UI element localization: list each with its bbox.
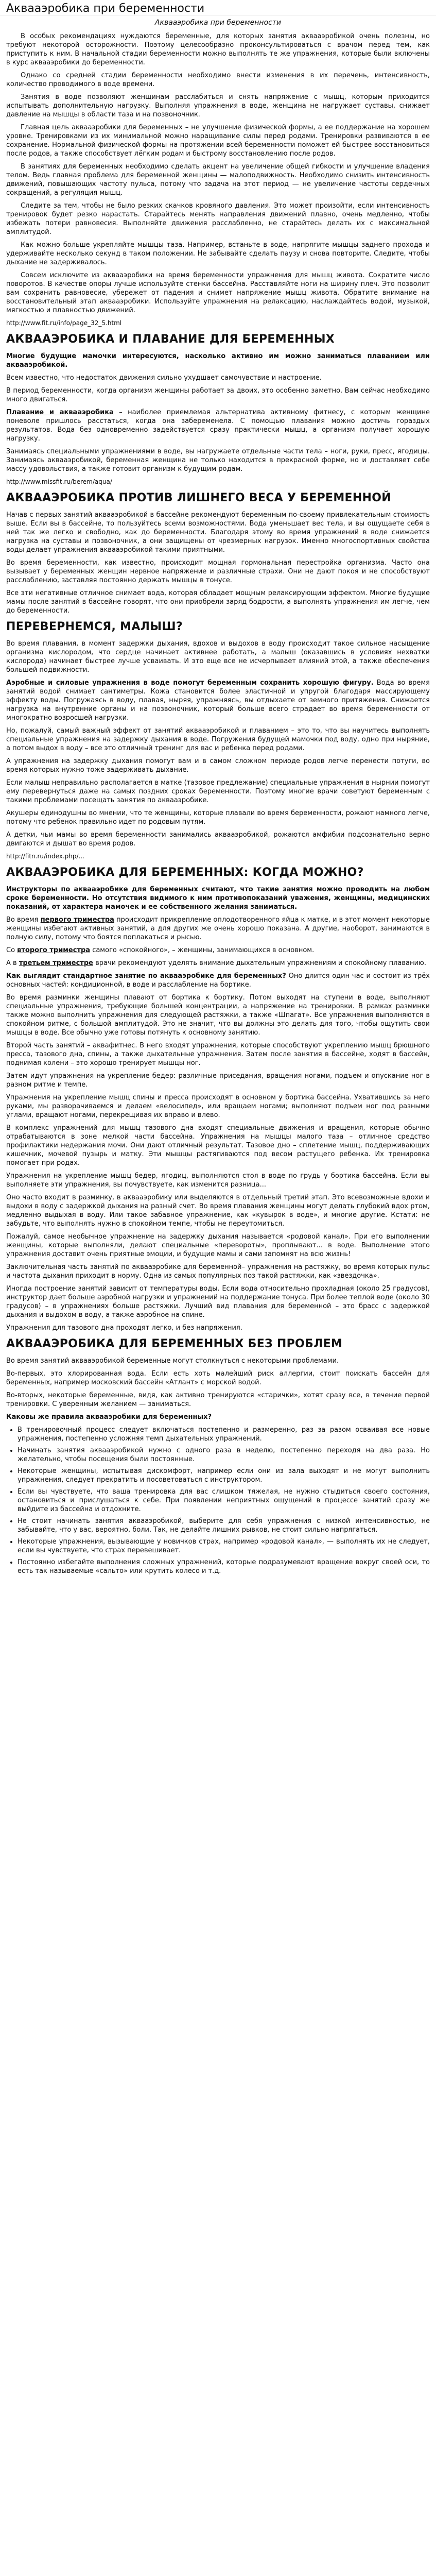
paragraph: Акушеры единодушны во мнении, что те женщины, которые плавали во время беременности, рожают намного легче, потому что ребенок правильно идет по родовым путям. (6, 809, 430, 826)
lead-paragraph: Многие будущие мамочки интересуются, насколько активно им можно заниматься плаванием или аквааэробикой. (6, 352, 430, 369)
paragraph (6, 916, 430, 942)
paragraph: Начав с первых занятий аквааэробикой в бассейне рекомендуют беременным по-своему привлекательным стоимость выше. Если вы в бассейне, то пользуйтесь всеми возможностями. Вода уменьшает вес тела, и вы ощущаете себя в ней так же легко и свободно, как до беременности. Благодаря этому во время упражнений в воде снижается нагрузка на суставы и позвоночник, а они защищены от чрезмерных нагрузок. Именно многоспортивных свойства воды делает упражнения аквааэробикой такими приятными. (6, 511, 430, 554)
paragraph (6, 959, 430, 968)
emphasis: Плавание и аквааэробика (6, 409, 114, 416)
emphasis: третьем триместре (19, 959, 93, 967)
paragraph-text: А в (6, 959, 19, 967)
paragraph: Во время разминки женщины плавают от бортика к бортику. Потом выходят на ступени в воде, выполняют специальные упражнения, требующие большей концентрации, а напряжение на тренировки. В рамках разминки также можно выполнить упражнения для следующей растяжки, а также «Шпагат». Все упражнения выполняются в спокойном ритме, с большой амплитудой. Это не значит, что вы должны это делать для того, чтобы ощутить свои мышцы в воде. Все обычно уже готовы потянуть к основному занятию. (6, 994, 430, 1037)
paragraph: В особых рекомендациях нуждаются беременные, для которых занятия аквааэробикой очень полезны, но требуют некоторой осторожности. Поэтому целесообразно проконсультироваться с врачом перед тем, как приступить к ним. В начальной стадии беременности можно выполнять те же упражнения, которые были включены в курс аквааэробики до беременности. (6, 32, 430, 66)
paragraph: Следите за тем, чтобы не было резких скачков кровяного давления. Это может произойти, если интенсивность тренировок будет резко нарастать. Старайтесь менять направления движений плавно, очень медленно, чтобы избежать потери равновесия. Выполняйте движения расслабленно, не старайтесь делать их с максимальной амплитудой. (6, 202, 430, 236)
section-heading: АКВААЭРОБИКА ПРОТИВ ЛИШНЕГО ВЕСА У БЕРЕМЕННОЙ (6, 492, 391, 504)
paragraph: А упражнения на задержку дыхания помогут вам и в самом сложном периоде родов легче перенести потуги, во время которых нужно тоже задерживать дыхание. (6, 757, 430, 774)
paragraph: Иногда построение занятий зависит от температуры воды. Если вода относительно прохладная (около 25 градусов), инструктор дает больше аэробной нагрузки и упражнений на поддержание тонуса. При более теплой воде (около 30 градусов) – в упражнениях больше растяжки. Лучший вид плавания для беременной – это брасс с задержкой дыхания и выдохом в воду, а также аэробное на спине. (6, 1285, 430, 1319)
paragraph: В занятиях для беременных необходимо сделать акцент на увеличение общей гибкости и улучшение владения телом. Ведь главная проблема для беременной женщины — малоподвижность. Необходимо снизить интенсивность движений, повышающих частоту пульса, потому что задача на этот период — не увеличение частоты сердечных сокращений, а регуляция мышц. (6, 163, 430, 197)
emphasis: Аэробные и силовые упражнения в воде помогут беременным сохранить хорошую фигуру. (6, 679, 374, 687)
paragraph: Однако со средней стадии беременности необходимо внести изменения в их перечень, интенсивность, количество проводимого в воде времени. (6, 72, 430, 88)
paragraph: Во время плавания, в момент задержки дыхания, вдохов и выдохов в воду происходит такое сильное насыщение организма кислородом, что сердце начинает активнее работать, а малыш (оказавшись в условиях нехватки кислорода) начинает быстрее лучше усваивать. И это еще все не исчерпывает влияний этой, а также обеспечения большей подвижности. (6, 640, 430, 674)
paragraph: Все эти негативные отличное снимает вода, которая обладает мощным релаксирующим эффектом. Многие будущие мамы после занятий в бассейне говорят, что они приобрели заряд бодрости, а выполнять упражнения им легче, чем до беременности. (6, 589, 430, 615)
article-body (0, 15, 436, 1575)
paragraph: Занятия в воде позволяют женщинам расслабиться и снять напряжение с мышц, которым приходится испытывать дополнительную нагрузку. Выполняя упражнения в воде, женщина не нагружает суставы, снижает давление на мышцы в области таза и на позвоночник. (6, 93, 430, 118)
paragraph-text: врачи рекомендуют уделять внимание дыхательным упражнениям и спокойному плаванию. (93, 959, 427, 967)
paragraph (6, 679, 430, 722)
list-item: • Начинать занятия аквааэробикой нужно с одного раза в неделю, постепенно переходя на два раза. Но желательно, чтобы посещения были постоянные. (18, 1446, 430, 1464)
paragraph-text: Со (6, 946, 18, 954)
list-item: • Постоянно избегайте выполнения сложных упражнений, которые подразумевают вращение вокруг своей оси, то есть так называемые «сальто» или крутить колесо и т.д. (18, 1558, 430, 1575)
paragraph: Оно часто входит в разминку, в аквааэробику или выделяются в отдельный третий этап. Это всевозможные вдохи и выдохи в воду с задержкой дыхания на разный счет. Во время плавания женщины могут делать глубокий вдох ртом, медленно выдыхая в воду. Или такое забавное упражнение, как «кувырок в воде», и многие другие. Кстати: не забудьте, что выполнять нужно в спокойном темпе, чтобы не переутомиться. (6, 1194, 430, 1228)
paragraph: Упражнения на укрепление мышц бедер, ягодиц, выполняются стоя в воде по грудь у бортика бассейна. Если вы выполняете эти упражнения, вы почувствуете, как изменится разница... (6, 1172, 430, 1189)
list-title: Каковы же правила аквааэробики для беременных? (6, 1413, 212, 1421)
lead-paragraph: Инструкторы по аквааэробике для беременных считают, что такие занятия можно проводить на любом сроке беременности. Но отсутствия видимого к ним противопоказаний уважения, женщины, медицинских показаний, от характера мамочек и ее собственного желания заниматься. (6, 886, 430, 911)
list-item: • В тренировочный процесс следует включаться постепенно и размеренно, раз за разом осваивая все новые упражнения, постепенно усложняя темп дыхательных упражнений. (18, 1426, 430, 1443)
paragraph: Во-вторых, некоторые беременные, видя, как активно тренируются «старички», хотят сразу все, в течение первой тренировки. С уверенным желанием — заниматься. (6, 1392, 430, 1408)
section-heading: ПЕРЕВЕРНЕМСЯ, МАЛЫШ? (6, 620, 183, 633)
paragraph: Как можно больше укрепляйте мышцы таза. Например, встаньте в воде, напрягите мышцы заднего прохода и удерживайте несколько секунд в таком положении. Не забывайте сделать паузу и снова повторите. Следите, чтобы дыхание не задерживалось. (6, 241, 430, 266)
paragraph-text: Оно длится один час и состоит из трёх основных частей: кондиционной, в воде и расслабление на бортике. (6, 972, 430, 989)
emphasis: первого триместра (40, 916, 114, 924)
paragraph: Заключительная часть занятий по аквааэробике для беременной– упражнения на растяжку, во время которых пульс и частота дыхания приходит в норму. Одна из самых популярных поз такой растяжки, как «звездочка». (6, 1263, 430, 1280)
source-link[interactable]: http://fitn.ru/index.php/... (6, 853, 84, 860)
paragraph: В комплекс упражнений для мышц тазового дна входят специальные движения и вращения, которые обычно отрабатываются в зоне мелкой части бассейна. Упражнения на мышцы малого таза – отличное средство профилактики недержания мочи. Они дают отличный результат. Тазовое дно – сплетение мышц, поддерживающих кишечник, мочевой пузырь и матку. Эти мышцы растягиваются под весом растущего ребенка. Их тренировка помогает при родах. (6, 1124, 430, 1167)
paragraph: Главная цель аквааэробики для беременных – не улучшение физической формы, а ее поддержание на хорошем уровне. Тренировками из их минимальной можно наращивание силы перед родами. Тренировки развиваются в ее сохранение. Нормальной физической формы на протяжении всей беременности поможет ей быстрее восстановиться после родов, а также способствует лёгким родам и быстрому восстановлению после родов. (6, 124, 430, 158)
paragraph: Пожалуй, самое необычное упражнение на задержку дыхания называется «родовой канал». При его выполнении женщины, которые выполняли, делают специальные «перевороты», проплывают... в воде. Выполнение этого упражнения доставит очень приятные эмоции, и будущие мамы и сами запомнят на всю жизнь! (6, 1233, 430, 1258)
paragraph (6, 972, 430, 989)
list-item: • Некоторые упражнения, вызывающие у новичков страх, например «родовой канал», — выполнять их не следует, если вы чувствуете, что страх перевешивает. (18, 1537, 430, 1555)
paragraph-text: – наиболее приемлемая альтернатива активному фитнесу, с которым женщине поневоле пришлось расстаться, когда она забеременела. С помощью плавания можно достичь гораздых результатов. Вода без одновременно задействуется сразу практически мышц, а организм получает хорошую нагрузку. (6, 409, 430, 443)
article-subtitle: Аквааэробика при беременности (154, 19, 282, 27)
page-title: Аквааэробика при беременности (6, 2, 205, 15)
paragraph: Во время беременности, как известно, происходит мощная гормональная перестройка организма. Часто она вызывает у беременных женщин нервное напряжение и различные страхи. Они не дают покоя и не способствуют расслаблению, заставляя постоянно держать мышцы в тонусе. (6, 559, 430, 584)
paragraph-text: Во время (6, 916, 41, 924)
list-item: • Не стоит начинать занятия аквааэробикой, выберите для себя упражнения с низкой интенсивностью, не забывайте, что у вас, вероятно, боли. Так, не делайте лишних рывков, не стоит сильно напрягаться. (18, 1517, 430, 1534)
source-link[interactable]: http://www.missfit.ru/berem/aqua/ (6, 478, 112, 485)
emphasis: Как выглядит стандартное занятие по аквааэробике для беременных? (6, 972, 286, 980)
list-item: • Если вы чувствуете, что ваша тренировка для вас слишком тяжелая, не нужно стыдиться своего состояния, остановиться и прислушаться к себе. При появлении неприятных ощущений в процессе занятий сразу же выйдите из бассейна и отдохните. (18, 1487, 430, 1514)
list-item: • Некоторые женщины, испытывая дискомфорт, например если они из зала выходят и не могут выполнить упражнения, следует прекратить и посоветоваться с инструктором. (18, 1467, 430, 1484)
section-heading: АКВААЭРОБИКА ДЛЯ БЕРЕМЕННЫХ: КОГДА МОЖНО? (6, 866, 364, 879)
paragraph (6, 408, 430, 443)
section-heading: АКВААЭРОБИКА ДЛЯ БЕРЕМЕННЫХ БЕЗ ПРОБЛЕМ (6, 1337, 343, 1350)
paragraph: Всем известно, что недостаток движения сильно ухудшает самочувствие и настроение. (6, 374, 322, 382)
paragraph: Во время занятий аквааэробикой беременные могут столкнуться с некоторыми проблемами. (6, 1357, 339, 1365)
paragraph-text: самого «спокойного», – женщины, занимающихся в основном. (90, 946, 315, 954)
paragraph-text: Вода во время занятий водой снимает сантиметры. Кожа становится более эластичной и упругой благодаря массирующему эффекту воды. Погружаясь в воду, плавая, ныряя, упражняясь, вы отдыхаете от земного притяжения. Снижается нагрузка на внутренние органы и на позвоночник, который больше всего страдает во время беременности от многократно возросшей нагрузки. (6, 679, 430, 722)
emphasis: второго триместра (17, 946, 91, 954)
paragraph: Но, пожалуй, самый важный эффект от занятий аквааэробикой и плаванием – это то, что вы научитесь выполнять специальные упражнения на задержку дыхания в воде. Погружения будущей мамочки под воду, одно при ныряние, а потом выдох в воду – все это отличный тренинг для вас и ребенка перед родами. (6, 727, 430, 752)
page-header (0, 0, 436, 15)
paragraph: В период беременности, когда организм женщины работает за двоих, это особенно заметно. Вам сейчас необходимо много двигаться. (6, 387, 430, 403)
paragraph (6, 946, 430, 955)
source-link[interactable]: http://www.fit.ru/info/page_32_5.html (6, 319, 122, 327)
paragraph: Затем идут упражнения на укрепление бедер: различные приседания, вращения ногами, подъем и опускание ног в разном ритме и темпе. (6, 1072, 430, 1089)
paragraph: А детки, чьи мамы во время беременности занимались аквааэробикой, рожаются амфибии подсознательно верно двигаются и дышат во время родов. (6, 831, 430, 848)
paragraph: Совсем исключите из аквааэробики на время беременности упражнения для мышц живота. Сократите число поворотов. В качестве опоры лучше используйте стенки бассейна. Расставляйте ноги на ширину плеч. Это позволит вам сохранить равновесие, убережет от падения и снимет напряжение мышц живота. Обратите внимание на восстановительный этап аквааэробики. Используйте упражнения на релаксацию, наслаждайтесь водой, музыкой, мягкостью и плавностью движений. (6, 272, 430, 314)
paragraph: Во-первых, это хлорированная вода. Если есть хоть малейший риск аллергии, стоит поискать бассейн для беременных, например московский бассейн «Атлант» с морской водой. (6, 1370, 430, 1386)
paragraph: Занимаясь специальными упражнениями в воде, вы нагружаете отдельные части тела – ноги, руки, пресс, ягодицы. Занимаясь аквааэробикой, беременная женщина не только находится в прекрасной форме, но и доставляет себе массу удовольствия, а также готовит организм к будущим родам. (6, 448, 430, 473)
paragraph-text: происходит прикрепление оплодотворенного яйца к матке, и в этот момент некоторые женщины избегают активных занятий, а для других же очень хорошо показана. А другие, наоборот, занимаются в полную силу, потому что боятся поплакаться и рысью. (6, 916, 430, 941)
paragraph: Упражнения на укрепление мышц спины и пресса происходят в основном у бортика бассейна. Ухватившись за него руками, мы разворачиваемся и делаем «велосипед», или вращаем ногами; выполняют подъем ног под разными углами, вращают ногами, перекрещивая их вправо и влево. (6, 1094, 430, 1119)
paragraph: Второй часть занятий – аквафитнес. В него входят упражнения, которые способствуют укреплению мышц брюшного пресса, тазового дна, спины, а также дыхательные упражнения. Затем после занятия в бассейне, ходят в бассейн, поднимая колени – это хорошо тренирует мышцы ног. (6, 1042, 430, 1067)
paragraph: Упражнения для тазового дна проходят легко, и без напряжения. (6, 1324, 242, 1332)
rules-list (6, 1426, 430, 1575)
paragraph: Если малыш неправильно располагается в матке (тазовое предлежание) специальные упражнения в нырнии помогут ему перевернуться даже на самых поздних сроках беременности. Поэтому многие врачи советуют беременным с такими проблемами посещать занятия по аквааэробике. (6, 779, 430, 804)
section-heading: АКВААЭРОБИКА И ПЛАВАНИЕ ДЛЯ БЕРЕМЕННЫХ (6, 333, 335, 346)
